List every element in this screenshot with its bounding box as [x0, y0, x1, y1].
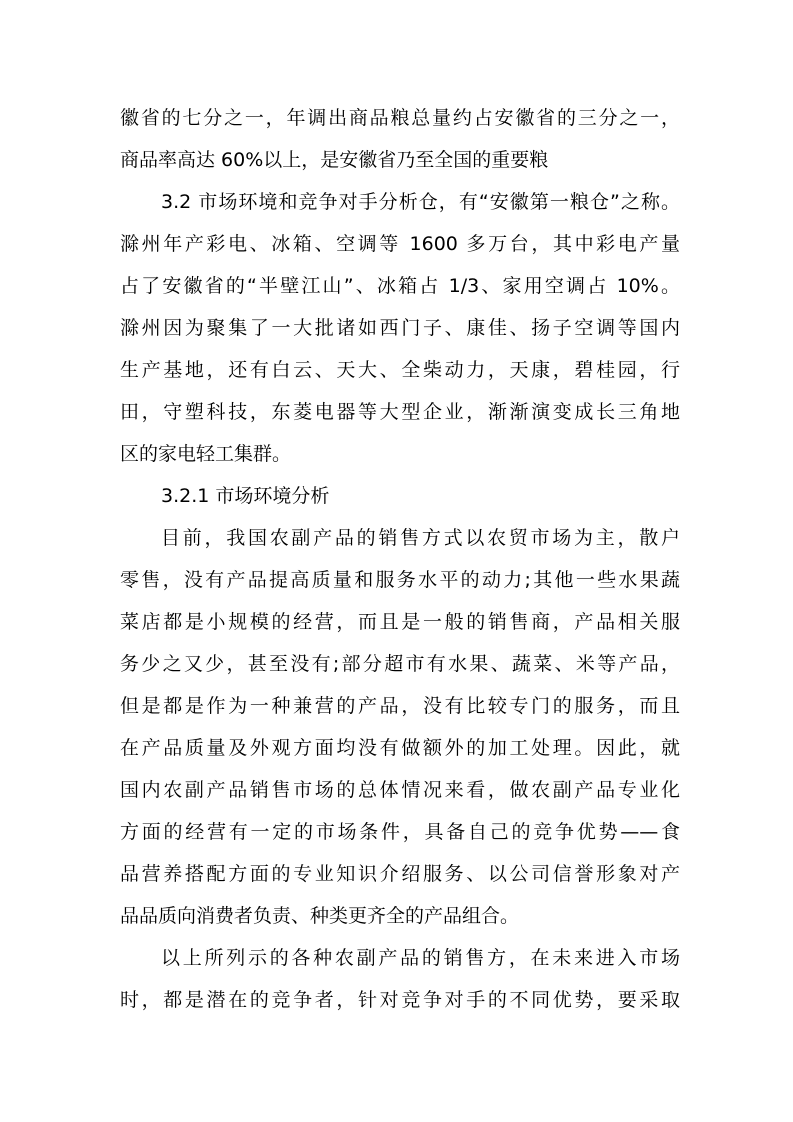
section-heading-3-2: 3.2 市场环境和竞争对手分析仓，有“安徽第一粮仓”之称。 — [161, 191, 680, 213]
body-text-line: 田，守塑科技，东菱电器等大型企业，渐渐演变成长三角地 — [120, 401, 680, 423]
body-text-line: 务少之又少，甚至没有;部分超市有水果、蔬菜、米等产品， — [120, 653, 680, 675]
section-heading-3-2-1: 3.2.1 市场环境分析 — [161, 485, 330, 507]
body-text-line: 菜店都是小规模的经营，而且是一般的销售商，产品相关服 — [120, 611, 680, 633]
body-text-line: 滁州年产彩电、冰箱、空调等 1600 多万台，其中彩电产量 — [120, 233, 680, 255]
body-text-line: 品品质向消费者负责、种类更齐全的产品组合。 — [120, 905, 520, 927]
body-text-line: 区的家电轻工集群。 — [120, 443, 292, 465]
paragraph-first-line: 目前，我国农副产品的销售方式以农贸市场为主，散户 — [161, 527, 680, 549]
body-text-line: 滁州因为聚集了一大批诸如西门子、康佳、扬子空调等国内 — [120, 317, 680, 339]
body-text-line: 但是都是作为一种兼营的产品，没有比较专门的服务，而且 — [120, 695, 680, 717]
body-text-line: 徽省的七分之一，年调出商品粮总量约占安徽省的三分之一， — [120, 107, 680, 129]
body-text-line: 时，都是潜在的竞争者，针对竞争对手的不同优势，要采取 — [120, 989, 680, 1011]
body-text-line: 国内农副产品销售市场的总体情况来看，做农副产品专业化 — [120, 779, 680, 801]
body-text-line: 占了安徽省的“半壁江山”、冰箱占 1/3、家用空调占 10%。 — [120, 275, 680, 297]
body-text-line: 方面的经营有一定的市场条件，具备自己的竞争优势——食 — [120, 821, 680, 843]
body-text-line: 商品率高达 60%以上，是安徽省乃至全国的重要粮 — [120, 149, 549, 171]
paragraph-first-line: 以上所列示的各种农副产品的销售方，在未来进入市场 — [161, 947, 680, 969]
body-text-line: 品营养搭配方面的专业知识介绍服务、以公司信誉形象对产 — [120, 863, 680, 885]
body-text-line: 在产品质量及外观方面均没有做额外的加工处理。因此，就 — [120, 737, 680, 759]
body-text-line: 生产基地，还有白云、天大、全柴动力，天康，碧桂园，行 — [120, 359, 680, 381]
body-text-line: 零售，没有产品提高质量和服务水平的动力;其他一些水果蔬 — [120, 569, 680, 591]
